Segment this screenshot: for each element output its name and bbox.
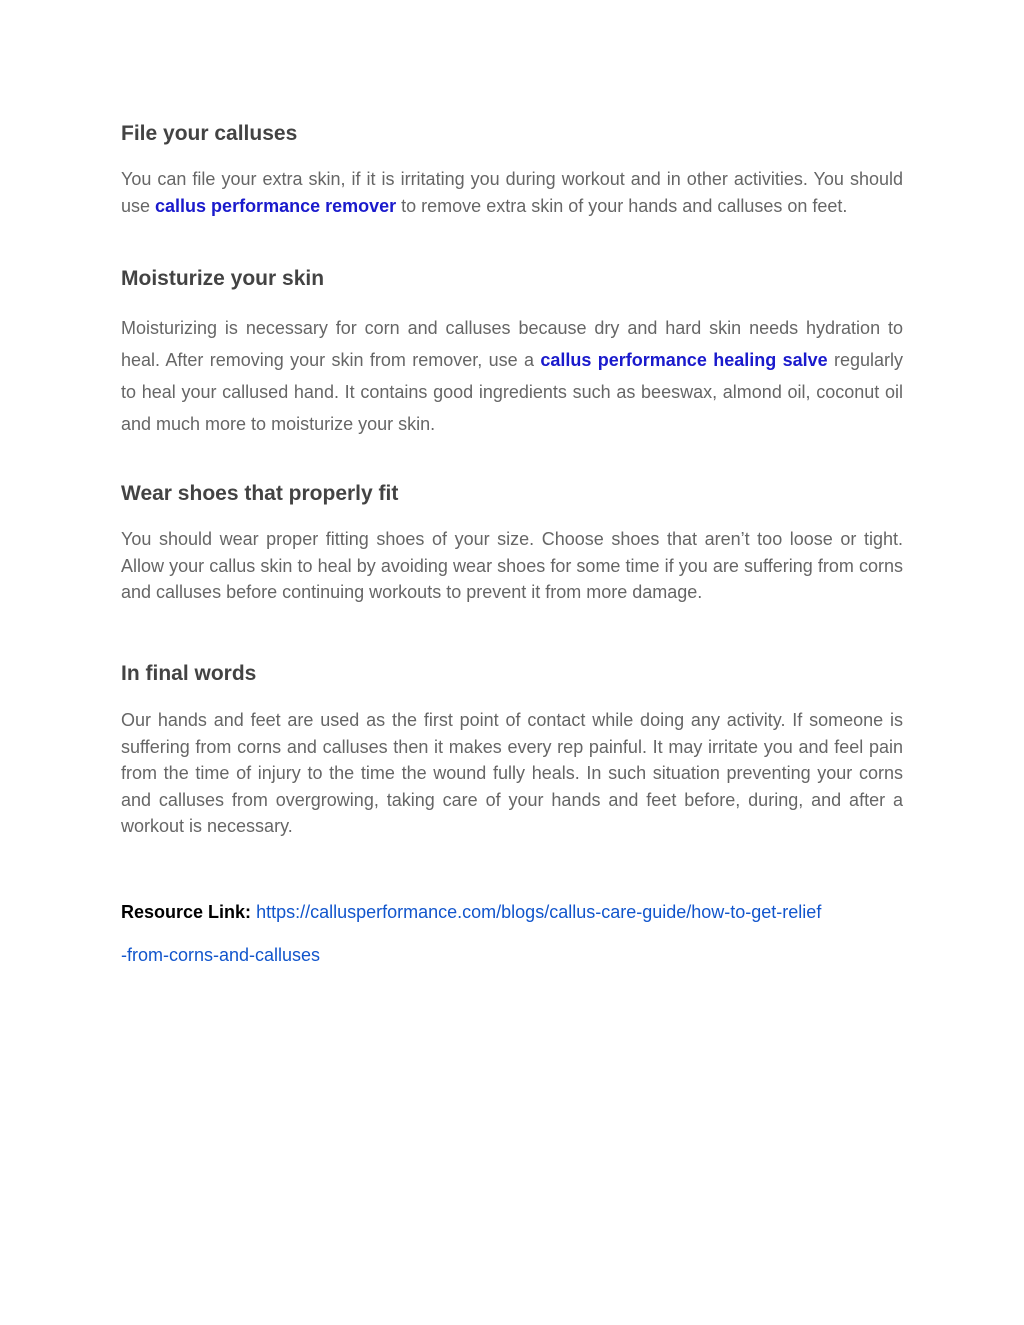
resource-url-link-continued[interactable]: -from-corns-and-calluses [121,945,321,965]
paragraph-text: to remove extra skin of your hands and calluses on feet. [396,195,848,216]
resource-label: Resource Link: [121,902,252,922]
section-moisturize [121,266,903,440]
section-file-calluses [121,121,903,219]
resource-url-link[interactable]: https://callusperformance.com/blogs/callus-care-guide/how-to-get-relief [256,902,822,922]
resource-line-2 [121,934,903,977]
section-heading: Wear shoes that properly fit [121,482,399,505]
section-shoes [121,481,903,606]
callus-remover-link[interactable]: callus performance remover [155,195,397,216]
resource-link-block [121,891,903,977]
section-paragraph: Our hands and feet are used as the first point of contact while doing any activity. If someone is suffering from corns and calluses then it makes every rep painful. It may irritate you and feel pain from the time of injury to the time the wound fully heals. In such situation preventing your corns and calluses from overgrowing, taking care of your hands and feet before, during, and after a workout is necessary. [121,710,903,836]
healing-salve-link[interactable]: callus performance healing salve [540,350,828,370]
section-heading: Moisturize your skin [121,267,325,290]
paragraph-text: Moisturizing is necessary for corn and calluses because dry and hard skin needs hydration to heal. After removing your skin from remover, use a [121,318,903,370]
section-heading: File your calluses [121,122,298,145]
section-paragraph [121,312,903,440]
section-paragraph: You should wear proper fitting shoes of your size. Choose shoes that aren’t too loose or tight. Allow your callus skin to heal by avoiding wear shoes for some time if you are suffering from corns and calluses before continuing workouts to prevent it from more damage. [121,529,903,602]
paragraph-text: regularly to heal your callused hand. It contains good ingredients such as beeswax, almond oil, coconut oil and much more to moisturize your skin. [121,350,903,434]
section-heading: In final words [121,662,257,685]
section-final-words [121,661,903,840]
paragraph-text: You can file your extra skin, if it is irritating you during workout and in other activities. You should use [121,169,903,216]
resource-line-1 [121,891,903,934]
section-paragraph [121,166,903,219]
